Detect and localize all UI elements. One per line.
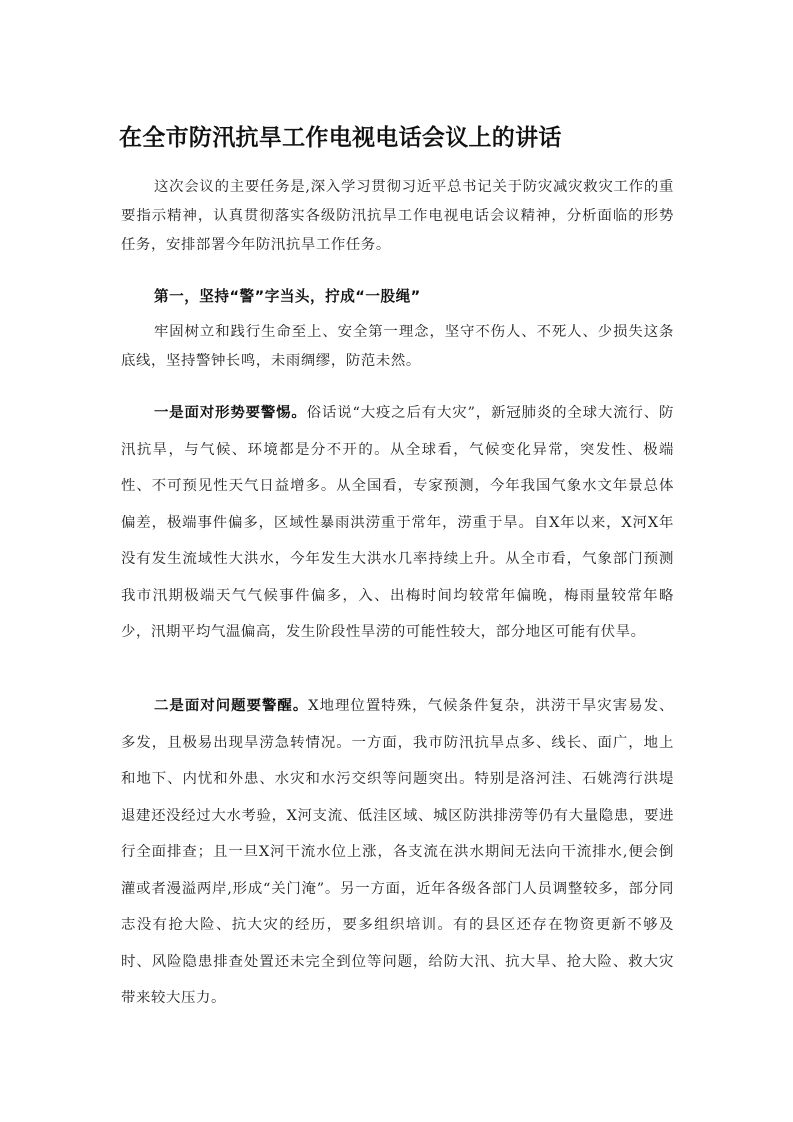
- intro-paragraph: 这次会议的主要任务是,深入学习贯彻习近平总书记关于防灾减灾救灾工作的重要指示精神，认真贯彻落实各级防汛抗旱工作电视电话会议精神，分析面临的形势任务，安排部署今年防汛抗旱工作任务。: [121, 179, 674, 253]
- point-two-lead: 二是面对问题要警醒。: [154, 698, 309, 714]
- section-one-paragraph: 牢固树立和践行生命至上、安全第一理念，坚守不伤人、不死人、少损失这条底线，坚持警钟长鸣，未雨绸缪，防范未然。: [121, 324, 674, 369]
- point-two-paragraph: [121, 688, 674, 1017]
- point-one-text: 俗话说“大疫之后有大灾”，新冠肺炎的全球大流行、防汛抗旱，与气候、环境都是分不开的。从全球看，气候变化异常，突发性、极端性、不可预见性天气日益增多。从全国看，专家预测，今年我国气象水文年景总体偏差，极端事件偏多，区域性暴雨洪涝重于常年，涝重于旱。自X年以来，X河X年没有发生流域性大洪水，今年发生大洪水几率持续上升。从全市看，气象部门预测我市汛期极端天气气候事件偏多，入、出梅时间均较常年偏晚，梅雨量较常年略少，汛期平均气温偏高，发生阶段性旱涝的可能性较大，部分地区可能有伏旱。: [121, 405, 674, 640]
- document-title: 在全市防汛抗旱工作电视电话会议上的讲话: [119, 125, 562, 151]
- point-two-text: X地理位置特殊，气候条件复杂，洪涝干旱灾害易发、多发，且极易出现旱涝急转情况。一方面，我市防汛抗旱点多、线长、面广，地上和地下、内忧和外患、水灾和水污交织等问题突出。特别是洛河洼、石姚湾行洪堤退建还没经过大水考验，X河支流、低洼区域、城区防洪排涝等仍有大量隐患，要进行全面排查；且一旦X河干流水位上涨，各支流在洪水期间无法向干流排水,便会倒灌或者漫溢两岸,形成“关门淹”。另一方面，近年各级各部门人员调整较多，部分同志没有抢大险、抗大灾的经历，要多组织培训。有的县区还存在物资更新不够及时、风险隐患排查处置还未完全到位等问题，给防大汛、抗大旱、抢大险、救大灾带来较大压力。: [121, 698, 674, 1006]
- section-one-heading: 第一，坚持“警”字当头，拧成“一股绳”: [154, 288, 421, 305]
- point-one-lead: 一是面对形势要警惕。: [154, 405, 307, 421]
- point-one-paragraph: [121, 395, 674, 651]
